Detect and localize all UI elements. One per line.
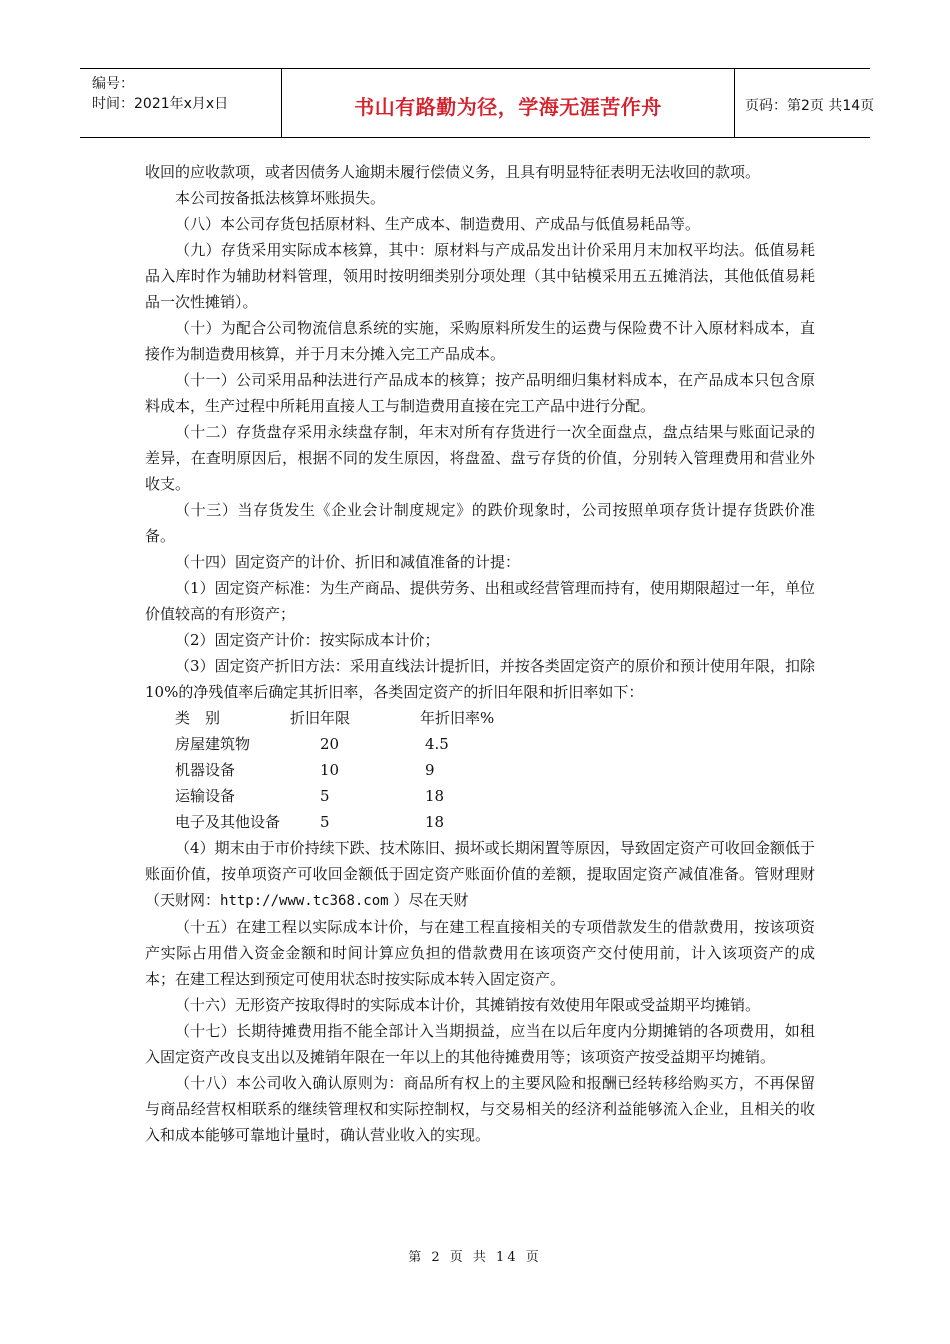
paragraph-14-4-text: （4）期末由于市价持续下跌、技术陈旧、损坏或长期闲置等原因，导致固定资产可收回金额低于账面价值，按单项资产可收回金额低于固定资产账面价值的差额，提取固定资产减值准备。管财理财（天财网： xyxy=(145,839,815,909)
table-row xyxy=(175,783,815,809)
header-page-cell xyxy=(735,69,875,137)
table-cell-years: 5 xyxy=(320,787,330,805)
paragraph-16: （十六）无形资产按取得时的实际成本计价，其摊销按有效使用年限或受益期平均摊销。 xyxy=(175,996,761,1014)
paragraph-9: （九）存货采用实际成本核算，其中：原材料与产成品发出计价采用月末加权平均法。低值易耗品入库时作为辅助材料管理，领用时按明细类别分项处理（其中钻模采用五五摊消法，其他低值易耗品一次性摊销）。 xyxy=(145,241,815,311)
paragraph-14-3: （3）固定资产折旧方法：采用直线法计提折旧，并按各类固定资产的原价和预计使用年限，扣除10%的净残值率后确定其折旧率，各类固定资产的折旧年限和折旧率如下： xyxy=(145,657,815,701)
table-cell-category: 运输设备 xyxy=(175,787,236,805)
table-header-row xyxy=(175,705,815,731)
table-cell-years: 10 xyxy=(320,761,340,779)
document-number-label: 编号： xyxy=(92,76,134,92)
document-date-label: 时间：2021年x月x日 xyxy=(92,96,229,112)
paragraph-14-4-tail: ）尽在天财 xyxy=(388,891,469,909)
paragraph-11: （十一）公司采用品种法进行产品成本的核算；按产品明细归集材料成本，在产品成本只包含原料成本，生产过程中所耗用直接人工与制造费用直接在完工产品中进行分配。 xyxy=(145,371,815,415)
table-row xyxy=(175,757,815,783)
table-cell-years: 20 xyxy=(320,735,340,753)
paragraph-8: （八）本公司存货包括原材料、生产成本、制造费用、产成品与低值易耗品等。 xyxy=(175,215,701,233)
paragraph-continuation: 收回的应收款项，或者因债务人逾期未履行偿债义务，且具有明显特征表明无法收回的款项。 xyxy=(145,163,761,181)
table-cell-rate: 18 xyxy=(425,813,445,831)
page-footer: 第 2 页 共 14 页 xyxy=(408,1250,542,1265)
paragraph-10: （十）为配合公司物流信息系统的实施，采购原料所发生的运费与保险费不计入原材料成本，直接作为制造费用核算，并于月末分摊入完工产品成本。 xyxy=(145,319,815,363)
header-left-cell xyxy=(80,69,282,137)
paragraph-bad-debt: 本公司按备抵法核算坏账损失。 xyxy=(175,189,386,207)
table-cell-category: 电子及其他设备 xyxy=(175,813,281,831)
table-cell-rate: 18 xyxy=(425,787,445,805)
table-row xyxy=(175,731,815,757)
table-cell-years: 5 xyxy=(320,813,330,831)
table-row xyxy=(175,809,815,835)
depreciation-table xyxy=(175,705,815,835)
paragraph-17: （十七）长期待摊费用指不能全部计入当期损益，应当在以后年度内分期摊销的各项费用，如租入固定资产改良支出以及摊销年限在一年以上的其他待摊费用等；该项资产按受益期平均摊销。 xyxy=(145,1022,815,1066)
paragraph-12: （十二）存货盘存采用永续盘存制，年末对所有存货进行一次全面盘点，盘点结果与账面记录的差异，在查明原因后，根据不同的发生原因，将盘盈、盘亏存货的价值，分别转入管理费用和营业外收支。 xyxy=(145,423,815,493)
document-body xyxy=(145,159,815,1148)
header-motto-cell xyxy=(282,69,735,137)
header-motto: 书山有路勤为径，学海无涯苦作舟 xyxy=(354,95,662,119)
website-link[interactable]: http://www.tc368.com xyxy=(220,893,389,909)
table-cell-category: 房屋建筑物 xyxy=(175,735,251,753)
table-header-category: 类 别 xyxy=(175,709,221,727)
table-cell-category: 机器设备 xyxy=(175,761,236,779)
paragraph-15: （十五）在建工程以实际成本计价，与在建工程直接相关的专项借款发生的借款费用，按该项资产实际占用借入资金金额和时间计算应负担的借款费用在该项资产交付使用前，计入该项资产的成本；在建工程达到预定可使用状态时按实际成本转入固定资产。 xyxy=(145,918,815,988)
table-cell-rate: 4.5 xyxy=(425,735,449,753)
paragraph-14-1: （1）固定资产标准：为生产商品、提供劳务、出租或经营管理而持有，使用期限超过一年，单位价值较高的有形资产； xyxy=(145,579,815,623)
page-header xyxy=(80,68,875,138)
paragraph-14-4 xyxy=(145,835,815,914)
paragraph-18: （十八）本公司收入确认原则为：商品所有权上的主要风险和报酬已经转移给购买方，不再保留与商品经营权相联系的继续管理权和实际控制权，与交易相关的经济利益能够流入企业，且相关的收入和成本能够可靠地计量时，确认营业收入的实现。 xyxy=(145,1074,815,1144)
table-cell-rate: 9 xyxy=(425,761,435,779)
paragraph-14: （十四）固定资产的计价、折旧和减值准备的计提： xyxy=(175,553,521,571)
header-page-number: 页码：第2页 共14页 xyxy=(745,98,875,114)
table-header-rate: 年折旧率% xyxy=(420,709,495,727)
paragraph-14-2: （2）固定资产计价：按实际成本计价； xyxy=(175,631,440,649)
table-header-years: 折旧年限 xyxy=(290,709,351,727)
paragraph-13: （十三）当存货发生《企业会计制度规定》的跌价现象时，公司按照单项存货计提存货跌价准备。 xyxy=(145,501,815,545)
